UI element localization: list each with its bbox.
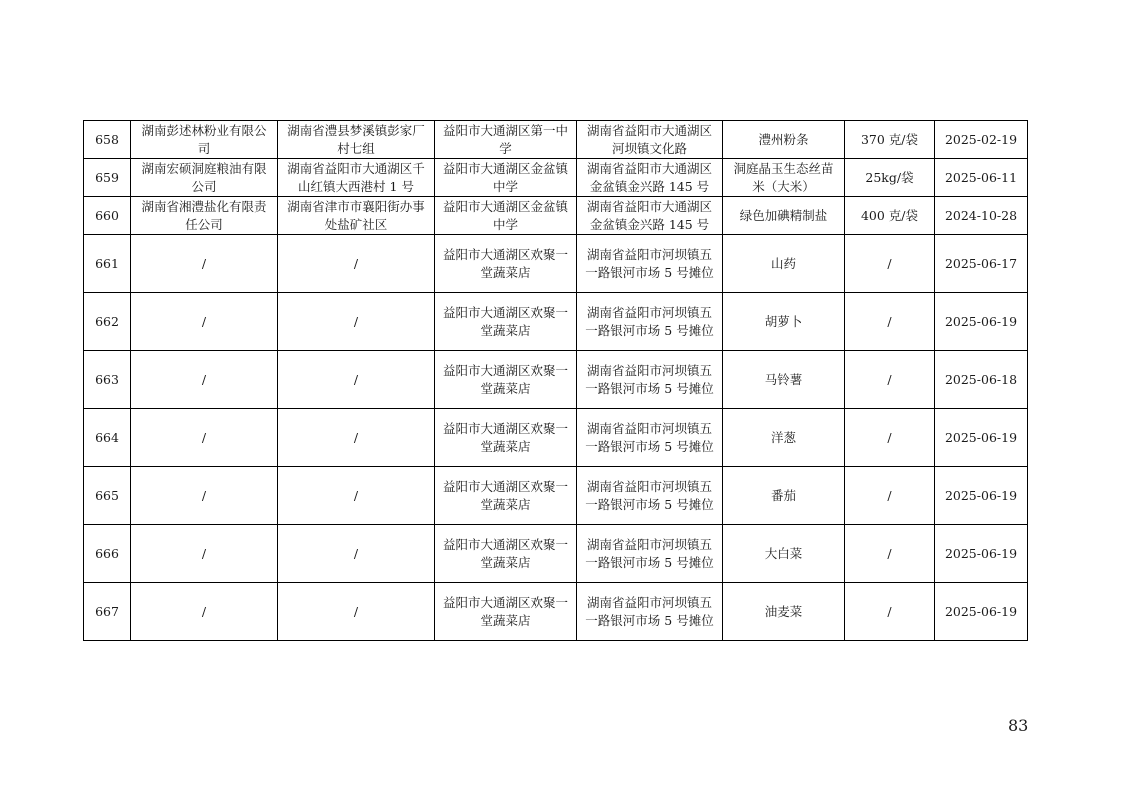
cell-sampled-address: 湖南省益阳市河坝镇五一路银河市场 5 号摊位: [577, 293, 723, 351]
cell-producer: /: [131, 293, 278, 351]
cell-producer-address: /: [278, 235, 435, 293]
cell-sampled-unit: 益阳市大通湖区欢聚一堂蔬菜店: [435, 467, 577, 525]
cell-spec: 370 克/袋: [845, 121, 935, 159]
cell-date: 2025-06-19: [935, 409, 1028, 467]
cell-sampled-address: 湖南省益阳市大通湖区河坝镇文化路: [577, 121, 723, 159]
cell-spec: /: [845, 409, 935, 467]
table-row: [84, 159, 1028, 197]
cell-product: 洞庭晶玉生态丝苗米（大米）: [723, 159, 845, 197]
cell-sampled-address: 湖南省益阳市河坝镇五一路银河市场 5 号摊位: [577, 351, 723, 409]
cell-producer: /: [131, 409, 278, 467]
table-row: [84, 467, 1028, 525]
cell-date: 2025-06-19: [935, 583, 1028, 641]
cell-producer: /: [131, 351, 278, 409]
cell-sampled-address: 湖南省益阳市河坝镇五一路银河市场 5 号摊位: [577, 467, 723, 525]
cell-producer: 湖南宏硕洞庭粮油有限公司: [131, 159, 278, 197]
cell-no: 665: [84, 467, 131, 525]
cell-no: 658: [84, 121, 131, 159]
cell-date: 2025-06-19: [935, 293, 1028, 351]
cell-producer-address: /: [278, 409, 435, 467]
cell-sampled-unit: 益阳市大通湖区欢聚一堂蔬菜店: [435, 409, 577, 467]
cell-producer: /: [131, 467, 278, 525]
cell-no: 661: [84, 235, 131, 293]
table-row: [84, 121, 1028, 159]
cell-spec: /: [845, 467, 935, 525]
cell-producer: /: [131, 583, 278, 641]
table-row: [84, 351, 1028, 409]
cell-producer: 湖南省湘澧盐化有限责任公司: [131, 197, 278, 235]
cell-sampled-unit: 益阳市大通湖区金盆镇中学: [435, 159, 577, 197]
cell-spec: /: [845, 351, 935, 409]
cell-sampled-address: 湖南省益阳市大通湖区金盆镇金兴路 145 号: [577, 159, 723, 197]
cell-date: 2024-10-28: [935, 197, 1028, 235]
cell-producer-address: /: [278, 293, 435, 351]
cell-sampled-unit: 益阳市大通湖区欢聚一堂蔬菜店: [435, 293, 577, 351]
cell-sampled-unit: 益阳市大通湖区欢聚一堂蔬菜店: [435, 525, 577, 583]
cell-no: 666: [84, 525, 131, 583]
cell-product: 绿色加碘精制盐: [723, 197, 845, 235]
cell-product: 山药: [723, 235, 845, 293]
table-row: [84, 235, 1028, 293]
cell-sampled-unit: 益阳市大通湖区欢聚一堂蔬菜店: [435, 351, 577, 409]
cell-product: 马铃薯: [723, 351, 845, 409]
cell-no: 667: [84, 583, 131, 641]
cell-sampled-address: 湖南省益阳市河坝镇五一路银河市场 5 号摊位: [577, 525, 723, 583]
cell-product: 澧州粉条: [723, 121, 845, 159]
sampling-results-table: [83, 120, 1028, 641]
cell-date: 2025-02-19: [935, 121, 1028, 159]
cell-producer-address: /: [278, 583, 435, 641]
cell-producer: 湖南彭述林粉业有限公司: [131, 121, 278, 159]
page-number: 83: [1008, 716, 1029, 735]
cell-sampled-unit: 益阳市大通湖区第一中学: [435, 121, 577, 159]
cell-product: 大白菜: [723, 525, 845, 583]
cell-producer: /: [131, 525, 278, 583]
table-row: [84, 583, 1028, 641]
table-row: [84, 525, 1028, 583]
cell-product: 油麦菜: [723, 583, 845, 641]
cell-producer-address: /: [278, 525, 435, 583]
table-body: [84, 121, 1028, 641]
cell-date: 2025-06-11: [935, 159, 1028, 197]
cell-date: 2025-06-17: [935, 235, 1028, 293]
cell-product: 番茄: [723, 467, 845, 525]
cell-no: 662: [84, 293, 131, 351]
cell-sampled-address: 湖南省益阳市河坝镇五一路银河市场 5 号摊位: [577, 235, 723, 293]
cell-spec: 400 克/袋: [845, 197, 935, 235]
cell-no: 663: [84, 351, 131, 409]
table-row: [84, 409, 1028, 467]
cell-producer-address: /: [278, 351, 435, 409]
cell-spec: /: [845, 235, 935, 293]
cell-sampled-unit: 益阳市大通湖区欢聚一堂蔬菜店: [435, 235, 577, 293]
cell-producer-address: /: [278, 467, 435, 525]
cell-sampled-address: 湖南省益阳市河坝镇五一路银河市场 5 号摊位: [577, 409, 723, 467]
cell-spec: /: [845, 293, 935, 351]
cell-sampled-unit: 益阳市大通湖区金盆镇中学: [435, 197, 577, 235]
cell-producer-address: 湖南省津市市襄阳街办事处盐矿社区: [278, 197, 435, 235]
cell-no: 659: [84, 159, 131, 197]
cell-spec: /: [845, 583, 935, 641]
cell-sampled-address: 湖南省益阳市河坝镇五一路银河市场 5 号摊位: [577, 583, 723, 641]
cell-date: 2025-06-18: [935, 351, 1028, 409]
cell-producer: /: [131, 235, 278, 293]
cell-date: 2025-06-19: [935, 525, 1028, 583]
cell-spec: 25kg/袋: [845, 159, 935, 197]
cell-no: 660: [84, 197, 131, 235]
cell-producer-address: 湖南省益阳市大通湖区千山红镇大西港村 1 号: [278, 159, 435, 197]
cell-sampled-address: 湖南省益阳市大通湖区金盆镇金兴路 145 号: [577, 197, 723, 235]
table-row: [84, 293, 1028, 351]
cell-producer-address: 湖南省澧县梦溪镇彭家厂村七组: [278, 121, 435, 159]
cell-sampled-unit: 益阳市大通湖区欢聚一堂蔬菜店: [435, 583, 577, 641]
cell-no: 664: [84, 409, 131, 467]
table-row: [84, 197, 1028, 235]
cell-spec: /: [845, 525, 935, 583]
cell-product: 胡萝卜: [723, 293, 845, 351]
cell-date: 2025-06-19: [935, 467, 1028, 525]
cell-product: 洋葱: [723, 409, 845, 467]
